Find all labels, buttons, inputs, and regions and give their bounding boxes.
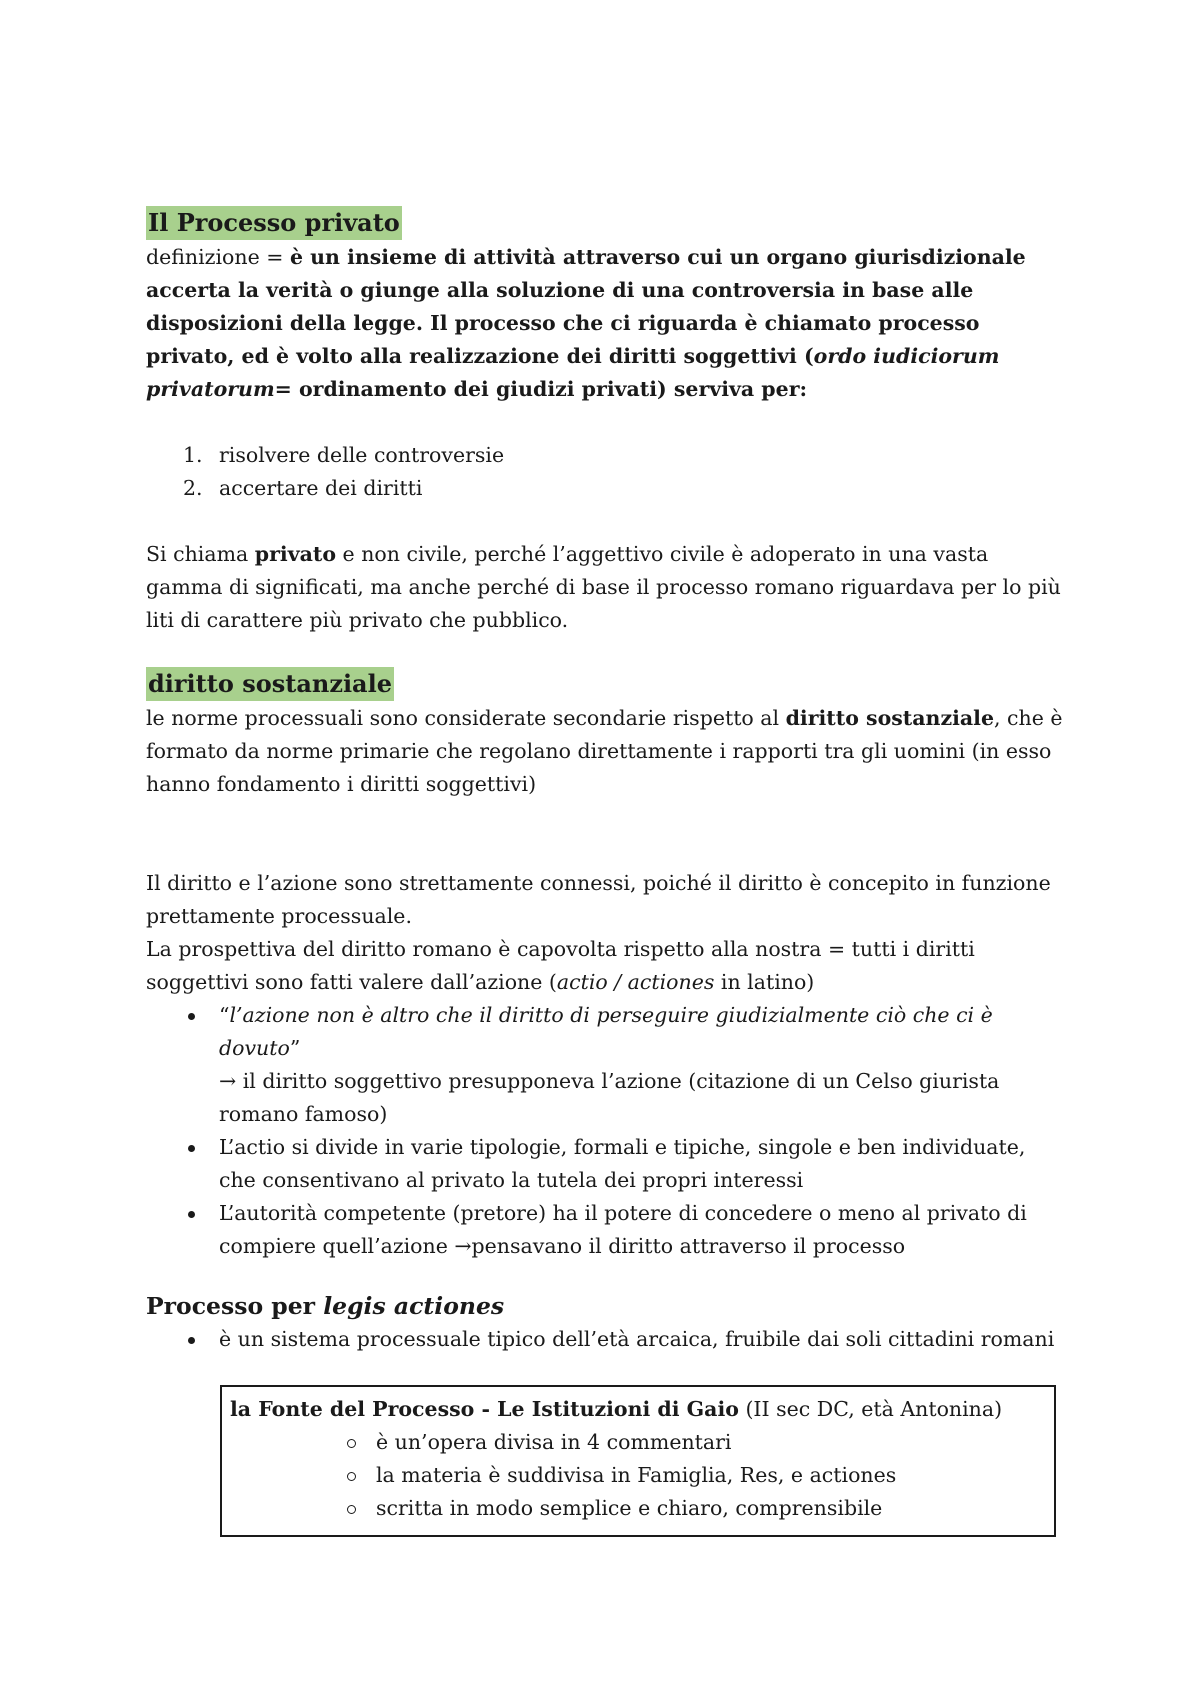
list-text: accertare dei diritti: [219, 476, 423, 500]
document-body: [146, 206, 1066, 1537]
list-item: L’actio si divide in varie tipologie, formali e tipiche, singole e ben individuate, che consentivano al privato la tutela dei propri interessi: [146, 1131, 1066, 1197]
list-item: [146, 439, 1066, 472]
list-text: risolvere delle controversie: [219, 443, 505, 467]
prospettiva-paragraph: La prospettiva del diritto romano è capovolta rispetto alla nostra = tutti i diritti soggettivi sono fatti valere dall’azione (actio / actiones in latino): [146, 937, 975, 994]
circle-bullet-icon: [347, 1505, 356, 1514]
box-title: la Fonte del Processo - Le Istituzioni di Gaio (II sec DC, età Antonina): [230, 1397, 1003, 1421]
privato-paragraph: Si chiama privato e non civile, perché l’aggettivo civile è adoperato in una vasta gamma di significati, ma anche perché di base il processo romano riguardava per lo più liti di carattere più privato che pubblico.: [146, 542, 1061, 632]
sostanziale-paragraph: le norme processuali sono considerate secondarie rispetto al diritto sostanziale, che è formato da norme primarie che regolano direttamente i rapporti tra gli uomini (in esso hanno fondamento i diritti soggettivi): [146, 706, 1063, 796]
bullet-icon: [188, 1013, 195, 1020]
list-item: L’autorità competente (pretore) ha il potere di concedere o meno al privato di compiere quell’azione →pensavano il diritto attraverso il processo: [146, 1197, 1066, 1263]
bullet-icon: [188, 1145, 195, 1152]
list-number: 1.: [183, 443, 203, 467]
list-item: “l’azione non è altro che il diritto di perseguire giudizialmente ciò che ci è dovuto” → il diritto soggettivo presupponeva l’azione (citazione di un Celso giurista romano famoso): [146, 999, 1066, 1131]
circle-bullet-icon: [347, 1439, 356, 1448]
definition-bold-2: = ordinamento dei giudizi privati) serviva per:: [274, 377, 808, 401]
definition-paragraph: [146, 241, 1066, 406]
gaio-box: [220, 1385, 1056, 1537]
heading-processo-privato: Il Processo privato: [146, 206, 402, 240]
list-item: è un sistema processuale tipico dell’età arcaica, fruibile dai soli cittadini romani: [146, 1323, 1066, 1356]
list-item: la materia è suddivisa in Famiglia, Res, e actiones: [230, 1459, 1046, 1492]
list-item: [146, 472, 1066, 505]
definition-latin: ordo iudiciorum privatorum: [146, 344, 1000, 401]
purpose-list: [146, 439, 1066, 505]
circle-bullet-icon: [347, 1472, 356, 1481]
bullet-icon: [188, 1337, 195, 1344]
definition-label: definizione =: [146, 245, 290, 269]
heading-diritto-sostanziale: diritto sostanziale: [146, 667, 394, 701]
box-list: [230, 1426, 1046, 1525]
list-item: scritta in modo semplice e chiaro, comprensibile: [230, 1492, 1046, 1525]
azione-bullet-list: [146, 999, 1066, 1263]
bullet-icon: [188, 1211, 195, 1218]
list-item: è un’opera divisa in 4 commentari: [230, 1426, 1046, 1459]
heading-legis-actiones: Processo per legis actiones: [146, 1292, 505, 1320]
azione-paragraph: Il diritto e l’azione sono strettamente connessi, poiché il diritto è concepito in funzione prettamente processuale.: [146, 871, 1051, 928]
list-number: 2.: [183, 476, 203, 500]
celso-quote: l’azione non è altro che il diritto di perseguire giudizialmente ciò che ci è dovuto: [219, 1003, 993, 1060]
legis-actiones-bullet-list: [146, 1323, 1066, 1356]
definition-bold-1: è un insieme di attività attraverso cui un organo giurisdizionale accerta la verità o giunge alla soluzione di una controversia in base alle disposizioni della legge. Il processo che ci riguarda è chiamato processo privato, ed è volto alla realizzazione dei diritti soggettivi (: [146, 245, 1026, 368]
